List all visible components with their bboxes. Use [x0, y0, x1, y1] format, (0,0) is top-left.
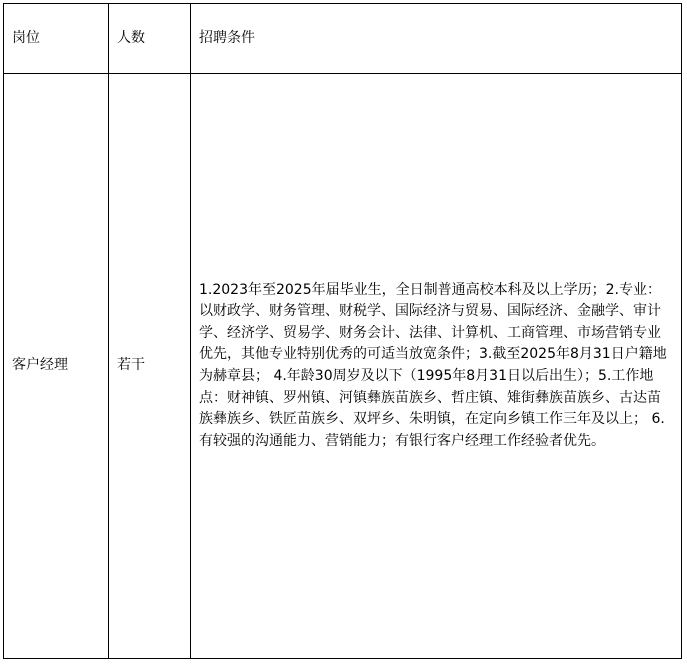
- table-header-row: [4, 4, 682, 74]
- recruitment-table: [3, 3, 682, 659]
- cell-count: 若干: [109, 74, 191, 659]
- header-position: 岗位: [4, 4, 109, 74]
- cell-conditions: 1.2023年至2025年届毕业生，全日制普通高校本科及以上学历；2.专业：以财政学、财务管理、财税学、国际经济与贸易、国际经济、金融学、审计学、经济学、贸易学、财务会计、法律、计算机、工商管理、市场营销专业优先，其他专业特别优秀的可适当放宽条件；3.截至2025年8月31日户籍地为赫章县； 4.年龄30周岁及以下（1995年8月31日以后出生）；5.工作地点：财神镇、罗州镇、河镇彝族苗族乡、哲庄镇、雉街彝族苗族乡、古达苗族彝族乡、铁匠苗族乡、双坪乡、朱明镇，在定向乡镇工作三年及以上； 6.有较强的沟通能力、营销能力；有银行客户经理工作经验者优先。: [191, 74, 682, 659]
- header-conditions: 招聘条件: [191, 4, 682, 74]
- cell-position: 客户经理: [4, 74, 109, 659]
- table-row: [4, 74, 682, 659]
- header-count: 人数: [109, 4, 191, 74]
